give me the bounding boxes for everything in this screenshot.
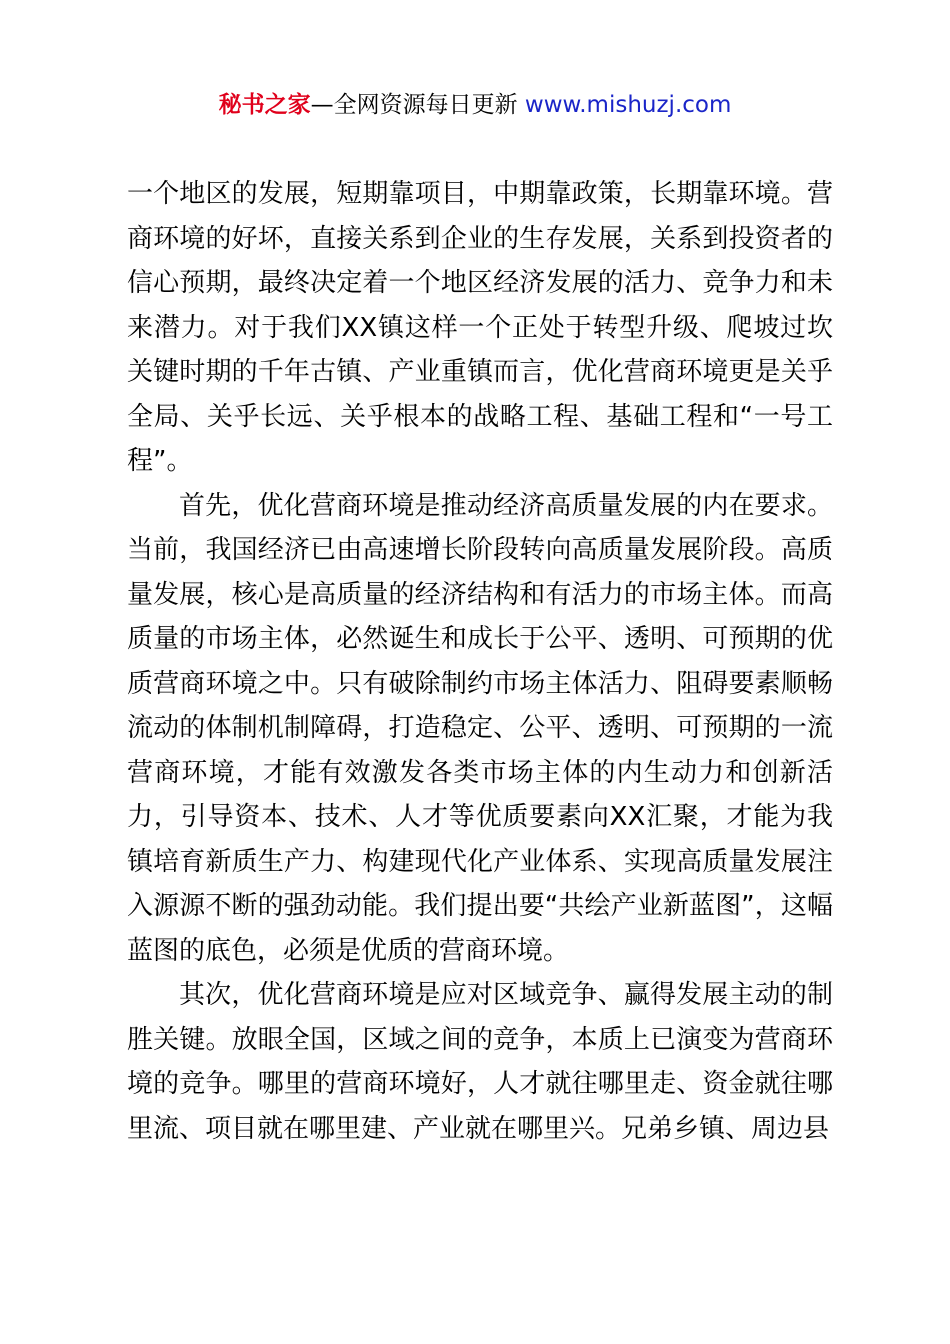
site-url: www.mishuzj.com	[524, 92, 732, 118]
header-tagline: —全网资源每日更新	[310, 92, 525, 118]
brand-name: 秘书之家	[218, 92, 311, 118]
paragraph-intro: 一个地区的发展，短期靠项目，中期靠政策，长期靠环境。营商环境的好坏，直接关系到企业的生存发展，关系到投资者的信心预期，最终决定着一个地区经济发展的活力、竞争力和未来潜力。对于我们XX镇这样一个正处于转型升级、爬坡过坎关键时期的千年古镇、产业重镇而言，优化营商环境更是关乎全局、关乎长远、关乎根本的战略工程、基础工程和“一号工程”。	[127, 179, 833, 476]
paragraph-second-point: 其次，优化营商环境是应对区域竞争、赢得发展主动的制胜关键。放眼全国，区域之间的竞争，本质上已演变为营商环境的竞争。哪里的营商环境好，人才就往哪里走、资金就往哪里流、项目就在哪里建、产业就在哪里兴。兄弟乡镇、周边县	[127, 980, 833, 1144]
document-body	[127, 172, 833, 1151]
page-header	[0, 88, 950, 122]
paragraph-first-point: 首先，优化营商环境是推动经济高质量发展的内在要求。当前，我国经济已由高速增长阶段转向高质量发展阶段。高质量发展，核心是高质量的经济结构和有活力的市场主体。而高质量的市场主体，必然诞生和成长于公平、透明、可预期的优质营商环境之中。只有破除制约市场主体活力、阻碍要素顺畅流动的体制机制障碍，打造稳定、公平、透明、可预期的一流营商环境，才能有效激发各类市场主体的内生动力和创新活力，引导资本、技术、人才等优质要素向XX汇聚，才能为我镇培育新质生产力、构建现代化产业体系、实现高质量发展注入源源不断的强劲动能。我们提出要“共绘产业新蓝图”，这幅蓝图的底色，必须是优质的营商环境。	[127, 490, 833, 966]
